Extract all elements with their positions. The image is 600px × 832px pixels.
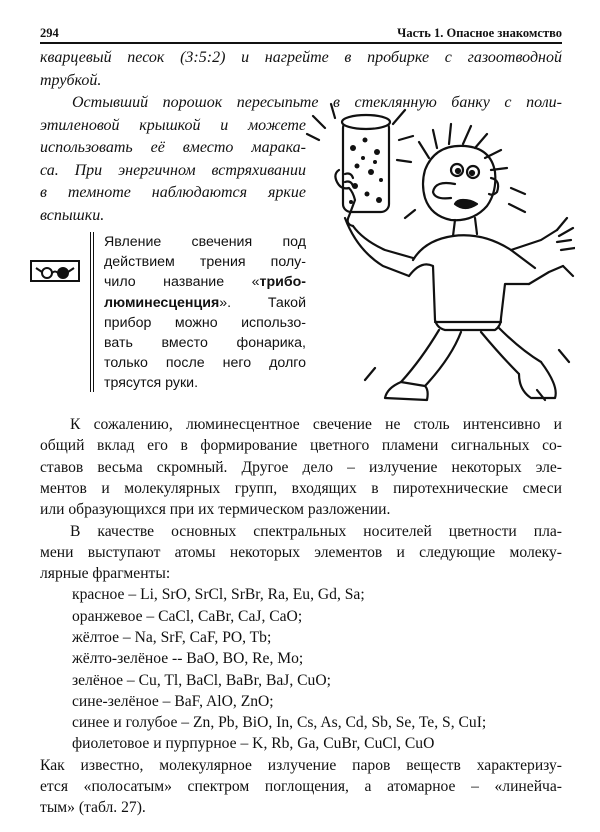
glasses-icon bbox=[30, 260, 80, 282]
intro-line-3: Остывший порошок пересыпьте в стеклянную банку с поли- bbox=[72, 94, 562, 111]
paragraph1-line: К сожалению, люминесцентное свечение не столь интенсивно и bbox=[70, 416, 562, 433]
intro-line-4: этиленовой крышкой и можете bbox=[40, 116, 306, 134]
cartoon-man-illustration bbox=[305, 100, 575, 405]
running-header bbox=[40, 24, 562, 44]
intro-line-6: са. При энергичном встряхивании bbox=[40, 161, 306, 179]
paragraph2-line: В качестве основных спектральных носителей цветности пла- bbox=[70, 522, 562, 540]
paragraph1-line: или образующихся при их термическом разложении. bbox=[40, 501, 391, 519]
intro-line-2: трубкой. bbox=[40, 71, 102, 89]
note-line: только после него долго bbox=[104, 355, 306, 372]
note-line: действием трения полу- bbox=[104, 254, 306, 271]
note-line: вать вместо фонарика, bbox=[104, 335, 306, 352]
paragraph3-line: ется «полосатым» спектром поглощения, а атомарное – «линейча- bbox=[40, 778, 562, 796]
note-line: Явление свечения под bbox=[104, 234, 306, 250]
intro-line-7: в темноте наблюдаются яркие bbox=[40, 184, 306, 201]
page-number: 294 bbox=[40, 26, 59, 40]
note-line: трясутся руки. bbox=[104, 375, 199, 392]
note-line: прибор можно использо- bbox=[104, 314, 306, 331]
paragraph3-line: Как известно, молекулярное излучение паров веществ характеризу- bbox=[40, 756, 562, 774]
list-item: красное – Li, SrO, SrCl, SrBr, Ra, Eu, Gd, Sa; bbox=[72, 586, 365, 604]
paragraph1-line: ментов и молекулярных групп, входящих в пиротехнические смеси bbox=[40, 479, 562, 497]
paragraph3-line: тым» (табл. 27). bbox=[40, 799, 146, 817]
color-list bbox=[72, 584, 486, 754]
list-item: синее и голубое – Zn, Pb, BiO, In, Cs, As, Cd, Sb, Se, Te, S, CuI; bbox=[72, 714, 487, 732]
paragraph1-line: общий вклад его в формирование цветного пламени сигнальных со- bbox=[40, 437, 562, 455]
paragraph2-line: мени выступают атомы некоторых элементов и следующие молеку- bbox=[40, 543, 562, 561]
list-item: жёлто-зелёное -- BaO, BO, Re, Mo; bbox=[72, 650, 304, 668]
list-item: фиолетовое и пурпурное – K, Rb, Ga, CuBr, CuCl, CuO bbox=[72, 735, 435, 753]
note-line: чило название «трибо- bbox=[104, 274, 306, 291]
intro-line-1: кварцевый песок (3:5:2) и нагрейте в пробирке с газоотводной bbox=[40, 49, 562, 66]
list-item: жёлтое – Na, SrF, CaF, PO, Tb; bbox=[72, 628, 272, 646]
sidebar-note bbox=[90, 232, 306, 392]
chapter-title: Часть 1. Опасное знакомство bbox=[397, 26, 562, 40]
note-line: люминесценция». Такой bbox=[104, 294, 306, 311]
intro-line-8: вспышки. bbox=[40, 206, 105, 224]
paragraph2-line: лярные фрагменты: bbox=[40, 565, 171, 583]
list-item: сине-зелёное – BaF, AlO, ZnO; bbox=[72, 692, 274, 710]
intro-line-5: использовать её вместо марака- bbox=[40, 139, 306, 156]
paragraph1-line: ставов весьма скромный. Другое дело – излучение некоторых эле- bbox=[40, 458, 562, 476]
list-item: зелёное – Cu, Tl, BaCl, BaBr, BaJ, CuO; bbox=[72, 671, 331, 689]
list-item: оранжевое – CaCl, CaBr, CaJ, CaO; bbox=[72, 607, 303, 625]
